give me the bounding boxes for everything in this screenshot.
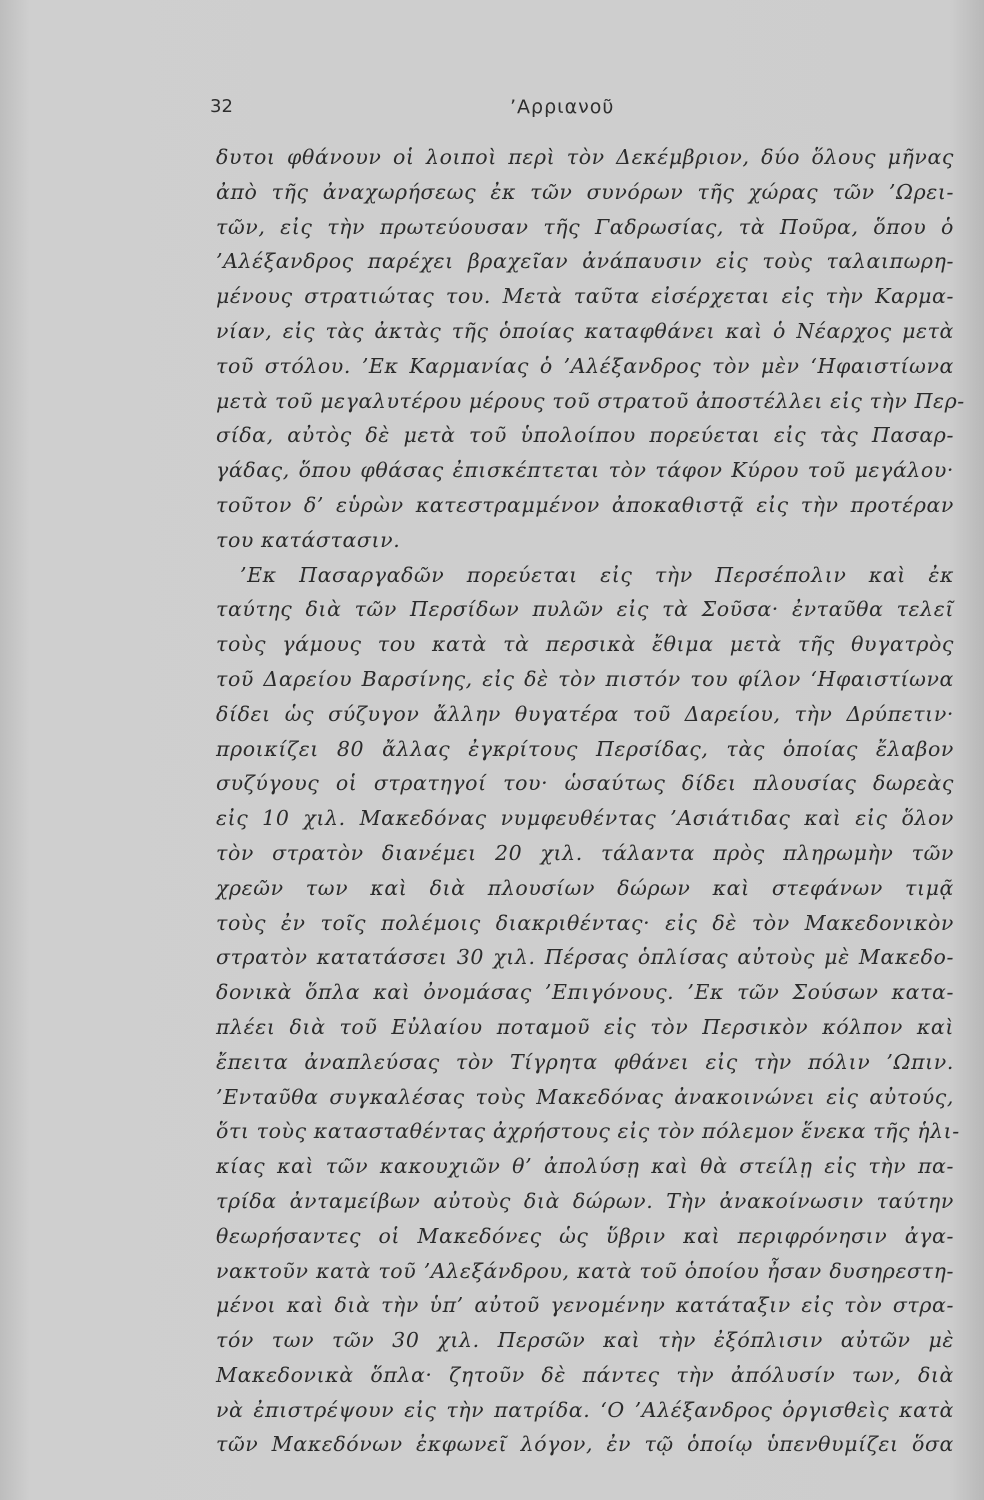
text-line: σίδα, αὐτὸς δὲ μετὰ τοῦ ὑπολοίπου πορεύεται εἰς τὰς Πασαρ- (216, 423, 954, 448)
running-head: ’Αρριανοῦ (510, 96, 615, 118)
text-line: τρίδα ἀνταμείβων αὐτοὺς διὰ δώρων. Τὴν ἀνακοίνωσιν ταύτην (216, 1188, 954, 1213)
text-line: τοῦ Δαρείου Βαρσίνης, εἰς δὲ τὸν πιστόν του φίλον ‘Ηφαιστίωνα (216, 666, 954, 691)
text-line: τόν των τῶν 30 χιλ. Περσῶν καὶ τὴν ἐξόπλισιν αὐτῶν μὲ (216, 1328, 954, 1353)
text-line: τοῦτον δ’ εὑρὼν κατεστραμμένον ἀποκαθιστᾷ εἰς τὴν προτέραν (216, 492, 954, 517)
text-line: ἀπὸ τῆς ἀναχωρήσεως ἐκ τῶν συνόρων τῆς χώρας τῶν ’Ωρει- (216, 179, 954, 204)
text-line: θεωρήσαντες οἱ Μακεδόνες ὡς ὕβριν καὶ περιφρόνησιν ἀγα- (216, 1223, 954, 1248)
text-line: τοὺς ἐν τοῖς πολέμοις διακριθέντας· εἰς δὲ τὸν Μακεδονικὸν (216, 910, 954, 935)
text-line: νίαν, εἰς τὰς ἀκτὰς τῆς ὁποίας καταφθάνει καὶ ὁ Νέαρχος μετὰ (216, 318, 954, 343)
text-line: γάδας, ὅπου φθάσας ἐπισκέπτεται τὸν τάφον Κύρου τοῦ μεγάλου· (216, 458, 954, 483)
text-line: τῶν Μακεδόνων ἐκφωνεῖ λόγον, ἐν τῷ ὁποίῳ ὑπενθυμίζει ὅσα (216, 1432, 954, 1457)
paragraph-1 (216, 140, 965, 558)
text-line: δίδει ὡς σύζυγον ἄλλην θυγατέρα τοῦ Δαρείου, τὴν Δρύπετιν· (216, 701, 954, 726)
text-line: μετὰ τοῦ μεγαλυτέρου μέρους τοῦ στρατοῦ ἀποστέλλει εἰς τὴν Περ- (216, 388, 965, 413)
text-line: πλέει διὰ τοῦ Εὐλαίου ποταμοῦ εἰς τὸν Περσικὸν κόλπον καὶ (216, 1014, 954, 1039)
text-line: ἔπειτα ἀναπλεύσας τὸν Τίγρητα φθάνει εἰς τὴν πόλιν ’Ωπιν. (216, 1049, 954, 1074)
text-line: του κατάστασιν. (216, 527, 401, 552)
text-line: κίας καὶ τῶν κακουχιῶν θ’ ἀπολύσῃ καὶ θὰ στείλῃ εἰς τὴν πα- (216, 1154, 954, 1179)
text-line: στρατὸν κατατάσσει 30 χιλ. Πέρσας ὁπλίσας αὐτοὺς μὲ Μακεδο- (216, 945, 954, 970)
text-line: μένοι καὶ διὰ τὴν ὑπ’ αὐτοῦ γενομένην κατάταξιν εἰς τὸν στρα- (216, 1293, 954, 1318)
body-text (216, 140, 965, 1462)
page-header (210, 96, 954, 126)
page-number: 32 (210, 96, 233, 117)
text-line: ’Αλέξανδρος παρέχει βραχεῖαν ἀνάπαυσιν εἰς τοὺς ταλαιπωρη- (216, 249, 954, 274)
text-line: νὰ ἐπιστρέψουν εἰς τὴν πατρίδα. ‘Ο ’Αλέξανδρος ὀργισθεὶς κατὰ (216, 1397, 954, 1422)
text-line: Μακεδονικὰ ὅπλα· ζητοῦν δὲ πάντες τὴν ἀπόλυσίν των, διὰ (216, 1362, 954, 1387)
text-line: ὅτι τοὺς κατασταθέντας ἀχρήστους εἰς τὸν πόλεμον ἕνεκα τῆς ἡλι- (216, 1119, 960, 1144)
text-line: τοὺς γάμους του κατὰ τὰ περσικὰ ἔθιμα μετὰ τῆς θυγατρὸς (216, 632, 954, 657)
text-line: ’Εκ Πασαργαδῶν πορεύεται εἰς τὴν Περσέπολιν καὶ ἐκ (240, 562, 954, 587)
text-line: τοῦ στόλου. ’Εκ Καρμανίας ὁ ’Αλέξανδρος τὸν μὲν ‘Ηφαιστίωνα (216, 353, 954, 378)
text-line: δονικὰ ὅπλα καὶ ὀνομάσας ’Επιγόνους. ’Εκ τῶν Σούσων κατα- (216, 980, 954, 1005)
text-line: τὸν στρατὸν διανέμει 20 χιλ. τάλαντα πρὸς πληρωμὴν τῶν (216, 840, 954, 865)
text-line: ’Ενταῦθα συγκαλέσας τοὺς Μακεδόνας ἀνακοινώνει εἰς αὐτούς, (216, 1084, 954, 1109)
text-line: ταύτης διὰ τῶν Περσίδων πυλῶν εἰς τὰ Σοῦσα· ἐνταῦθα τελεῖ (216, 597, 954, 622)
text-line: εἰς 10 χιλ. Μακεδόνας νυμφευθέντας ’Ασιάτιδας καὶ εἰς ὅλον (216, 806, 954, 831)
text-line: προικίζει 80 ἄλλας ἐγκρίτους Περσίδας, τὰς ὁποίας ἔλαβον (216, 736, 954, 761)
text-line: συζύγους οἱ στρατηγοί του· ὡσαύτως δίδει πλουσίας δωρεὰς (216, 771, 954, 796)
text-line: χρεῶν των καὶ διὰ πλουσίων δώρων καὶ στεφάνων τιμᾷ (216, 875, 954, 900)
text-line: μένους στρατιώτας του. Μετὰ ταῦτα εἰσέρχεται εἰς τὴν Καρμα- (216, 284, 954, 309)
text-line: δυτοι φθάνουν οἱ λοιποὶ περὶ τὸν Δεκέμβριον, δύο ὅλους μῆνας (216, 145, 954, 169)
paragraph-2 (216, 558, 960, 1463)
text-line: νακτοῦν κατὰ τοῦ ’Αλεξάνδρου, κατὰ τοῦ ὁποίου ἦσαν δυσηρεστη- (216, 1258, 954, 1283)
text-line: τῶν, εἰς τὴν πρωτεύουσαν τῆς Γαδρωσίας, τὰ Ποῦρα, ὅπου ὁ (216, 214, 954, 239)
